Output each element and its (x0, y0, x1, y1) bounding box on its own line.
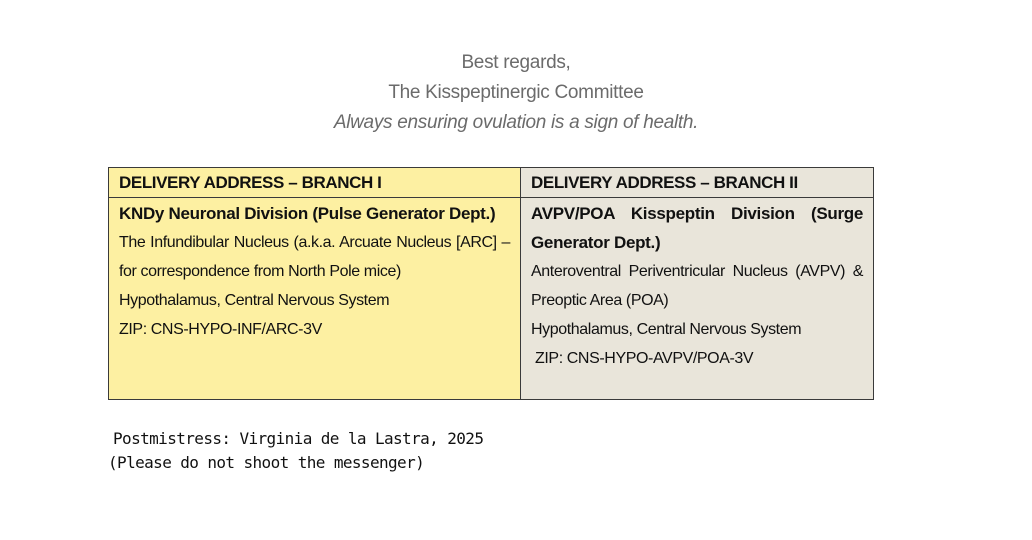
branch1-zip: ZIP: CNS-HYPO-INF/ARC-3V (119, 321, 322, 338)
branch1-division: KNDy Neuronal Division (Pulse Generator Dept.) (119, 204, 496, 223)
committee-name: The Kisspeptinergic Committee (388, 82, 644, 103)
table-header-row (109, 168, 874, 198)
branch1-nucleus: The Infundibular Nucleus (a.k.a. Arcuate Nucleus [ARC] – for correspondence from North Pole mice) (119, 234, 510, 280)
branch2-region: Hypothalamus, Central Nervous System (531, 321, 802, 338)
branch1-header: DELIVERY ADDRESS – BRANCH I (109, 168, 521, 198)
branch1-region: Hypothalamus, Central Nervous System (119, 292, 390, 309)
delivery-address-table (108, 167, 874, 400)
footer-block (108, 427, 483, 475)
branch2-nucleus: Anteroventral Periventricular Nucleus (AVPV) & Preoptic Area (POA) (531, 263, 863, 309)
branch2-header: DELIVERY ADDRESS – BRANCH II (521, 168, 874, 198)
table-body-row (109, 198, 874, 400)
branch2-division: AVPV/POA Kisspeptin Division (Surge Generator Dept.) (531, 204, 863, 252)
branch2-zip: ZIP: CNS-HYPO-AVPV/POA-3V (535, 350, 754, 367)
tagline: Always ensuring ovulation is a sign of health. (333, 112, 699, 133)
regards-line: Best regards, (461, 52, 571, 73)
closing-block (0, 48, 1032, 138)
footer-note: (Please do not shoot the messenger) (108, 453, 425, 472)
branch2-address-cell (521, 198, 874, 400)
postmistress-credit: Postmistress: Virginia de la Lastra, 2025 (113, 429, 484, 448)
branch1-address-cell (109, 198, 521, 400)
